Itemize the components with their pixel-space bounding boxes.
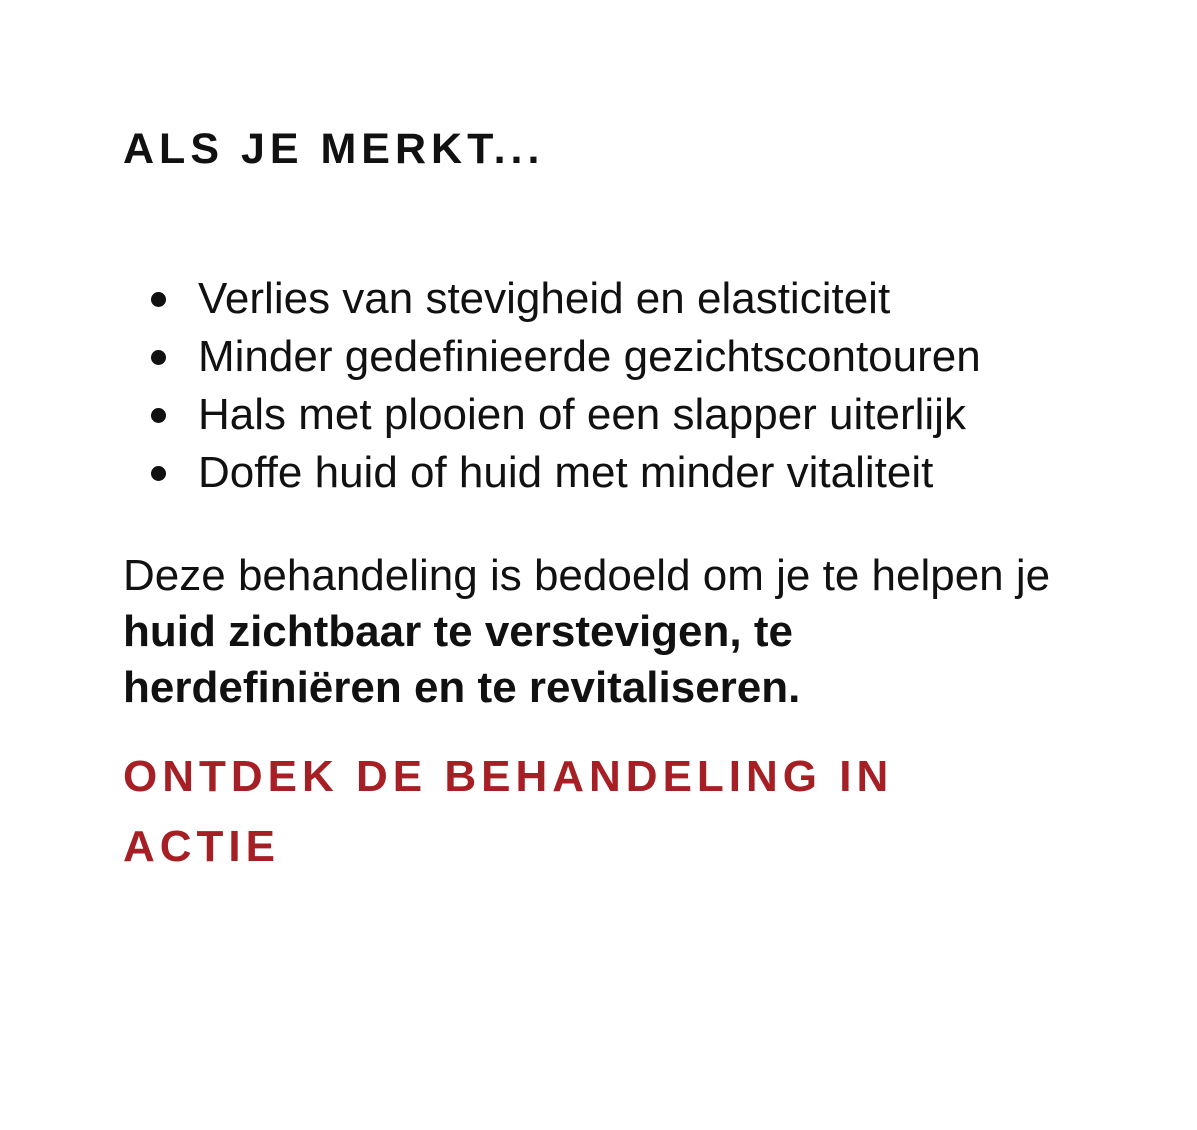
section-heading: ALS JE MERKT... (123, 125, 545, 173)
discover-treatment-link[interactable]: ONTDEK DE BEHANDELING IN ACTIE (123, 752, 894, 871)
bullet-icon (151, 292, 166, 307)
list-item-text: Hals met plooien of een slapper uiterlijk (198, 390, 966, 439)
list-item (198, 386, 1058, 444)
intro-paragraph (123, 548, 1063, 716)
list-item (198, 328, 1058, 386)
bullet-icon (151, 466, 166, 481)
bullet-icon (151, 350, 166, 365)
list-item (198, 444, 1058, 502)
intro-text: Deze behandeling is bedoeld om je te helpen je (123, 551, 1051, 600)
list-item-text: Doffe huid of huid met minder vitaliteit (198, 448, 934, 497)
symptom-list (123, 270, 1083, 502)
main-content (123, 120, 1083, 882)
list-item (198, 270, 1058, 328)
bullet-icon (151, 408, 166, 423)
list-item-text: Minder gedefinieerde gezichtscontouren (198, 332, 981, 381)
intro-bold-text: huid zichtbaar te verstevigen, te herdefiniëren en te revitaliseren. (123, 607, 801, 712)
list-item-text: Verlies van stevigheid en elasticiteit (198, 274, 891, 323)
